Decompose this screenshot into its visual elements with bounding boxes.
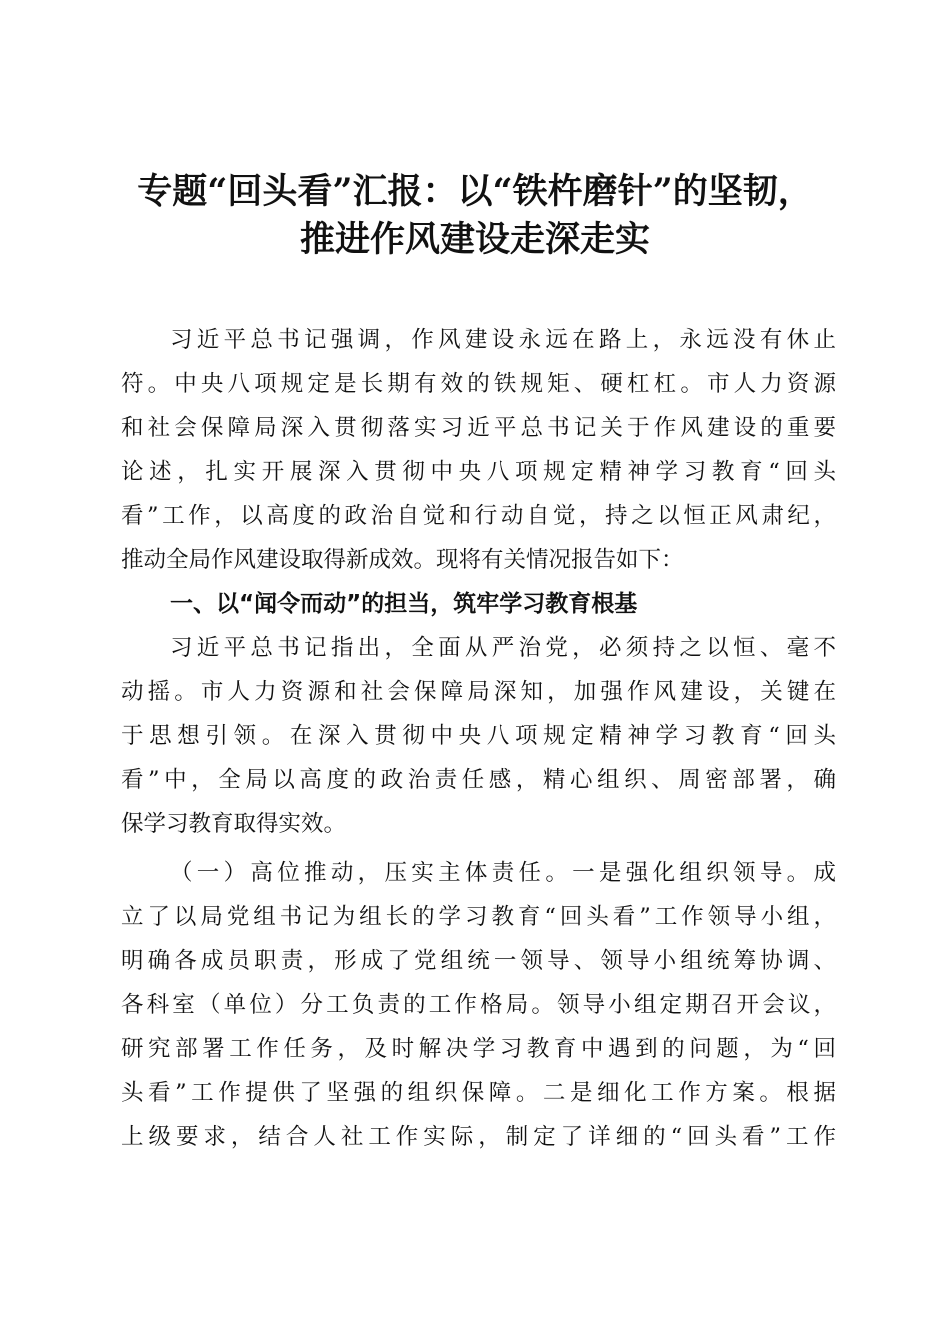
- section-heading: 一、以“闻令而动”的担当，筑牢学习教育根基: [170, 591, 638, 617]
- section1-line: 看”中，全局以高度的政治责任感，精心组织、周密部署，确: [121, 767, 836, 793]
- intro-line: 推动全局作风建设取得新成效。现将有关情况报告如下：: [121, 547, 684, 573]
- subsection1-line: 头看”工作提供了坚强的组织保障。二是细化工作方案。根据: [121, 1080, 836, 1106]
- section1-line: 动摇。市人力资源和社会保障局深知，加强作风建设，关键在: [121, 679, 836, 705]
- section1-line: 习近平总书记指出，全面从严治党，必须持之以恒、毫不: [170, 635, 836, 661]
- subsection1-line: （一）高位推动，压实主体责任。一是强化组织领导。成: [170, 860, 836, 886]
- subsection1-line: 研究部署工作任务，及时解决学习教育中遇到的问题，为“回: [121, 1036, 836, 1062]
- intro-line: 和社会保障局深入贯彻落实习近平总书记关于作风建设的重要: [121, 415, 836, 441]
- document-title-line-1: 专题“回头看”汇报：以“铁杵磨针”的坚韧，: [137, 171, 813, 212]
- intro-line: 看”工作，以高度的政治自觉和行动自觉，持之以恒正风肃纪，: [121, 503, 836, 529]
- document-title-line-2: 推进作风建设走深走实: [299, 219, 650, 260]
- intro-line: 论述，扎实开展深入贯彻中央八项规定精神学习教育“回头: [121, 459, 836, 485]
- subsection1-line: 各科室（单位）分工负责的工作格局。领导小组定期召开会议，: [121, 992, 836, 1018]
- subsection1-line: 立了以局党组书记为组长的学习教育“回头看”工作领导小组，: [121, 904, 836, 930]
- intro-line: 习近平总书记强调，作风建设永远在路上，永远没有休止: [170, 327, 836, 353]
- section1-line: 保学习教育取得实效。: [121, 811, 347, 837]
- subsection1-line: 明确各成员职责，形成了党组统一领导、领导小组统筹协调、: [121, 948, 836, 974]
- subsection1-line: 上级要求，结合人社工作实际，制定了详细的“回头看”工作: [121, 1124, 836, 1150]
- section1-line: 于思想引领。在深入贯彻中央八项规定精神学习教育“回头: [121, 723, 836, 749]
- intro-line: 符。中央八项规定是长期有效的铁规矩、硬杠杠。市人力资源: [121, 371, 836, 397]
